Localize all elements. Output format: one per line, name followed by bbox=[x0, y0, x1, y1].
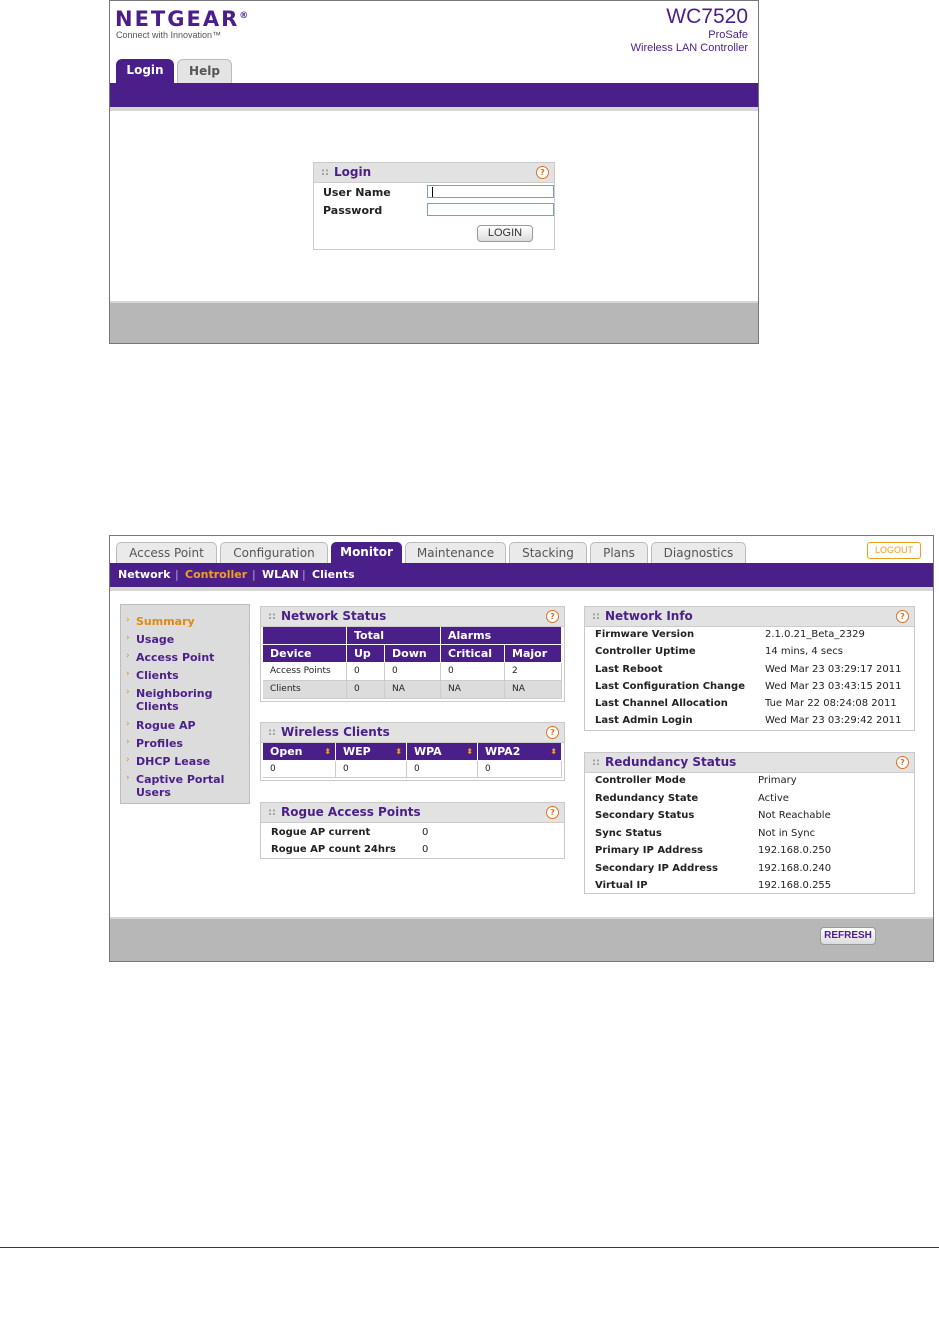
table-column-header: Down bbox=[385, 645, 441, 662]
tab-access-point[interactable]: Access Point bbox=[116, 542, 217, 563]
redundancy-status-panel bbox=[584, 752, 915, 894]
username-label: User Name bbox=[323, 186, 391, 199]
table-cell: 0 bbox=[441, 663, 505, 681]
arrow-icon: › bbox=[126, 633, 130, 643]
column-header-wpa2[interactable]: WPA2 ⬍ bbox=[478, 743, 562, 760]
help-icon[interactable]: ? bbox=[546, 806, 559, 819]
tab-configuration[interactable]: Configuration bbox=[220, 542, 328, 563]
table-column-header: Critical bbox=[441, 645, 505, 662]
arrow-icon: › bbox=[126, 737, 130, 747]
table-cell: 0 bbox=[263, 761, 336, 778]
wireless-clients-panel bbox=[260, 722, 565, 781]
network-info-title: Network Info bbox=[605, 609, 693, 623]
sidebar-item-summary[interactable]: Summary bbox=[136, 615, 195, 628]
text-cursor bbox=[432, 187, 433, 197]
arrow-icon: › bbox=[126, 687, 130, 697]
arrow-icon: › bbox=[126, 669, 130, 679]
table-cell: NA bbox=[441, 681, 505, 699]
page-footer-rule bbox=[0, 1247, 939, 1248]
tab-stacking[interactable]: Stacking bbox=[509, 542, 587, 563]
wireless-clients-header bbox=[261, 723, 564, 743]
info-label: Firmware Version bbox=[595, 629, 695, 640]
monitor-screenshot bbox=[109, 535, 934, 962]
subnav-network[interactable]: Network bbox=[118, 568, 171, 581]
divider bbox=[110, 587, 933, 591]
header-bar bbox=[110, 83, 758, 107]
sort-icon[interactable]: ⬍ bbox=[550, 747, 557, 756]
redundancy-value: 192.168.0.255 bbox=[758, 880, 832, 891]
arrow-icon: › bbox=[126, 719, 130, 729]
tab-maintenance[interactable]: Maintenance bbox=[405, 542, 506, 563]
info-label: Last Configuration Change bbox=[595, 681, 745, 692]
table-cell: Access Points bbox=[263, 663, 347, 681]
table-cell: 0 bbox=[478, 761, 562, 778]
login-screenshot bbox=[109, 0, 759, 344]
footer-bar bbox=[110, 919, 933, 962]
network-info-panel bbox=[584, 606, 915, 731]
table-cell: NA bbox=[385, 681, 441, 699]
grip-icon: :: bbox=[592, 757, 600, 768]
divider bbox=[110, 107, 758, 111]
sidebar-item-clients[interactable]: Clients bbox=[136, 669, 179, 682]
sidebar-item-captive-portal-users[interactable]: Captive Portal Users bbox=[136, 773, 225, 799]
table-cell: 0 bbox=[347, 663, 385, 681]
grip-icon: :: bbox=[268, 807, 276, 818]
sidebar-item-profiles[interactable]: Profiles bbox=[136, 737, 183, 750]
login-panel bbox=[313, 162, 555, 250]
sidebar-item-access-point[interactable]: Access Point bbox=[136, 651, 215, 664]
redundancy-value: 192.168.0.250 bbox=[758, 845, 832, 856]
help-icon[interactable]: ? bbox=[546, 610, 559, 623]
product-name: Wireless LAN Controller bbox=[630, 42, 748, 54]
info-label: Last Admin Login bbox=[595, 715, 693, 726]
arrow-icon: › bbox=[126, 651, 130, 661]
tab-plans[interactable]: Plans bbox=[590, 542, 648, 563]
redundancy-label: Sync Status bbox=[595, 828, 662, 839]
network-status-header bbox=[261, 607, 564, 627]
logout-button[interactable]: LOGOUT bbox=[867, 542, 921, 559]
tab-monitor[interactable]: Monitor bbox=[331, 542, 402, 563]
info-label: Last Reboot bbox=[595, 664, 663, 675]
sidebar bbox=[120, 604, 250, 804]
subnav-separator: | bbox=[302, 568, 306, 581]
table-column-header: Major bbox=[505, 645, 562, 662]
rogue-ap-header bbox=[261, 803, 564, 823]
login-panel-header bbox=[314, 163, 554, 183]
info-label: Controller Uptime bbox=[595, 646, 696, 657]
redundancy-value: Not in Sync bbox=[758, 828, 816, 839]
info-label: Last Channel Allocation bbox=[595, 698, 728, 709]
subnav-clients[interactable]: Clients bbox=[312, 568, 355, 581]
rogue-ap-current-value: 0 bbox=[422, 827, 429, 838]
table-cell: Clients bbox=[263, 681, 347, 699]
password-input[interactable] bbox=[427, 203, 554, 216]
info-value: 14 mins, 4 secs bbox=[765, 646, 843, 657]
login-panel-title: Login bbox=[334, 165, 372, 179]
redundancy-status-title: Redundancy Status bbox=[605, 755, 737, 769]
redundancy-label: Secondary IP Address bbox=[595, 863, 718, 874]
subnav-wlan[interactable]: WLAN bbox=[262, 568, 299, 581]
network-status-title: Network Status bbox=[281, 609, 387, 623]
redundancy-label: Redundancy State bbox=[595, 793, 699, 804]
help-icon[interactable]: ? bbox=[536, 166, 549, 179]
redundancy-label: Secondary Status bbox=[595, 810, 695, 821]
table-cell: 0 bbox=[385, 663, 441, 681]
network-info-header bbox=[585, 607, 914, 627]
tab-help[interactable]: Help bbox=[177, 59, 232, 83]
grip-icon: :: bbox=[268, 611, 276, 622]
redundancy-status-header bbox=[585, 753, 914, 773]
redundancy-value: Primary bbox=[758, 775, 797, 786]
redundancy-value: 192.168.0.240 bbox=[758, 863, 832, 874]
info-value: 2.1.0.21_Beta_2329 bbox=[765, 629, 865, 640]
table-column-header: Up bbox=[347, 645, 385, 662]
sidebar-item-dhcp-lease[interactable]: DHCP Lease bbox=[136, 755, 211, 768]
rogue-ap-title: Rogue Access Points bbox=[281, 805, 421, 819]
redundancy-value: Active bbox=[758, 793, 789, 804]
table-header-blank bbox=[263, 627, 347, 644]
username-input[interactable] bbox=[427, 185, 554, 198]
sidebar-item-usage[interactable]: Usage bbox=[136, 633, 175, 646]
rogue-ap-panel bbox=[260, 802, 565, 859]
sort-icon[interactable]: ⬍ bbox=[395, 747, 402, 756]
rogue-ap-count-label: Rogue AP count 24hrs bbox=[271, 844, 396, 855]
table-cell: 2 bbox=[505, 663, 562, 681]
refresh-button[interactable]: REFRESH bbox=[820, 927, 876, 945]
table-cell: 0 bbox=[347, 681, 385, 699]
table-cell: 0 bbox=[407, 761, 478, 778]
sort-icon[interactable]: ⬍ bbox=[466, 747, 473, 756]
login-button[interactable]: LOGIN bbox=[477, 225, 533, 242]
table-group-header: Alarms bbox=[441, 627, 562, 644]
subnav-separator: | bbox=[252, 568, 256, 581]
grip-icon: :: bbox=[321, 167, 329, 178]
info-value: Wed Mar 23 03:43:15 2011 bbox=[765, 681, 902, 692]
table-cell: 0 bbox=[336, 761, 407, 778]
password-label: Password bbox=[323, 204, 383, 217]
rogue-ap-current-label: Rogue AP current bbox=[271, 827, 371, 838]
wireless-clients-title: Wireless Clients bbox=[281, 725, 390, 739]
network-status-panel bbox=[260, 606, 565, 702]
redundancy-value: Not Reachable bbox=[758, 810, 831, 821]
help-icon[interactable]: ? bbox=[546, 726, 559, 739]
table-cell: NA bbox=[505, 681, 562, 699]
rogue-ap-count-value: 0 bbox=[422, 844, 429, 855]
tagline: Connect with Innovation™ bbox=[116, 30, 222, 40]
redundancy-label: Controller Mode bbox=[595, 775, 686, 786]
product-line: ProSafe bbox=[708, 29, 748, 41]
sidebar-item-rogue-ap[interactable]: Rogue AP bbox=[136, 719, 196, 732]
login-header bbox=[110, 1, 758, 83]
redundancy-label: Primary IP Address bbox=[595, 845, 703, 856]
info-value: Wed Mar 23 03:29:17 2011 bbox=[765, 664, 902, 675]
table-column-header: Device bbox=[263, 645, 347, 662]
tab-login[interactable]: Login bbox=[116, 59, 174, 83]
subnav-separator: | bbox=[175, 568, 179, 581]
arrow-icon: › bbox=[126, 755, 130, 765]
grip-icon: :: bbox=[268, 727, 276, 738]
table-group-header: Total bbox=[347, 627, 441, 644]
sidebar-item-neighboring-clients[interactable]: Neighboring Clients bbox=[136, 687, 213, 713]
help-icon[interactable]: ? bbox=[896, 610, 909, 623]
column-header-open[interactable]: Open ⬍ bbox=[263, 743, 336, 760]
netgear-logo: NETGEAR® bbox=[115, 7, 251, 31]
tab-diagnostics[interactable]: Diagnostics bbox=[651, 542, 746, 563]
help-icon[interactable]: ? bbox=[896, 756, 909, 769]
info-value: Tue Mar 22 08:24:08 2011 bbox=[765, 698, 897, 709]
subnav-controller[interactable]: Controller bbox=[185, 568, 248, 581]
column-header-wpa[interactable]: WPA ⬍ bbox=[407, 743, 478, 760]
arrow-icon: › bbox=[126, 615, 130, 625]
info-value: Wed Mar 23 03:29:42 2011 bbox=[765, 715, 902, 726]
grip-icon: :: bbox=[592, 611, 600, 622]
redundancy-label: Virtual IP bbox=[595, 880, 648, 891]
model-name: WC7520 bbox=[666, 5, 748, 28]
sort-icon[interactable]: ⬍ bbox=[324, 747, 331, 756]
arrow-icon: › bbox=[126, 773, 130, 783]
footer-bar bbox=[110, 303, 758, 343]
column-header-wep[interactable]: WEP ⬍ bbox=[336, 743, 407, 760]
